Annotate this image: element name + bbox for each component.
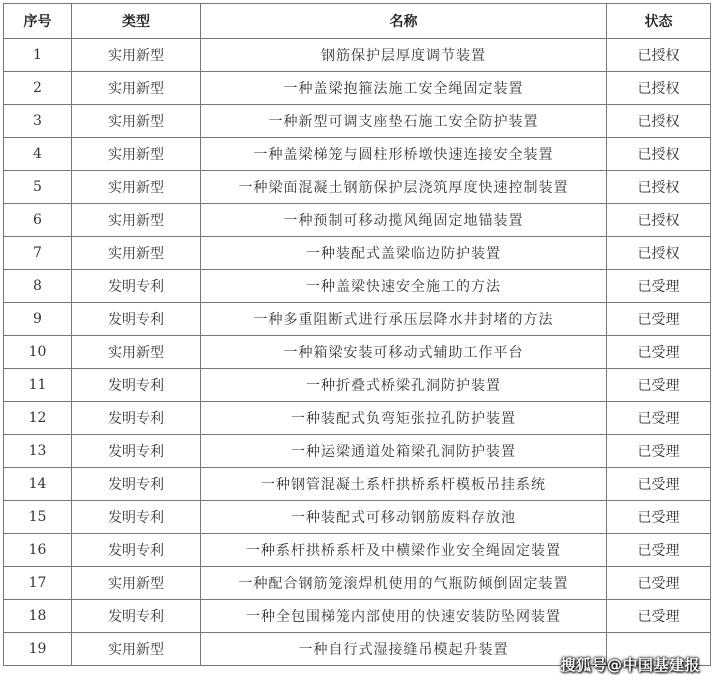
table-row xyxy=(4,435,711,468)
cell-type: 实用新型 xyxy=(72,567,201,600)
cell-name: 一种盖梁抱箍法施工安全绳固定装置 xyxy=(201,72,607,105)
cell-name: 一种新型可调支座垫石施工安全防护装置 xyxy=(201,105,607,138)
cell-name: 一种装配式可移动钢筋废料存放池 xyxy=(201,501,607,534)
cell-no: 15 xyxy=(4,501,72,534)
table-row xyxy=(4,534,711,567)
header-status: 状态 xyxy=(607,4,711,39)
cell-status: 已受理 xyxy=(607,336,711,369)
cell-status: 已受理 xyxy=(607,369,711,402)
table-row xyxy=(4,270,711,303)
cell-no: 2 xyxy=(4,72,72,105)
table-row xyxy=(4,138,711,171)
cell-name: 一种配合钢筋笼滚焊机使用的气瓶防倾倒固定装置 xyxy=(201,567,607,600)
table-row xyxy=(4,171,711,204)
cell-status: 已授权 xyxy=(607,39,711,72)
cell-no: 16 xyxy=(4,534,72,567)
cell-type: 发明专利 xyxy=(72,534,201,567)
header-no: 序号 xyxy=(4,4,72,39)
cell-no: 18 xyxy=(4,600,72,633)
cell-no: 4 xyxy=(4,138,72,171)
cell-no: 6 xyxy=(4,204,72,237)
cell-type: 发明专利 xyxy=(72,402,201,435)
table-row xyxy=(4,468,711,501)
cell-no: 14 xyxy=(4,468,72,501)
cell-no: 7 xyxy=(4,237,72,270)
cell-status: 已受理 xyxy=(607,567,711,600)
cell-name: 一种折叠式桥梁孔洞防护装置 xyxy=(201,369,607,402)
table-row xyxy=(4,369,711,402)
cell-name: 一种多重阻断式进行承压层降水井封堵的方法 xyxy=(201,303,607,336)
cell-no: 1 xyxy=(4,39,72,72)
cell-type: 实用新型 xyxy=(72,633,201,666)
cell-name: 一种运梁通道处箱梁孔洞防护装置 xyxy=(201,435,607,468)
cell-name: 一种系杆拱桥系杆及中横梁作业安全绳固定装置 xyxy=(201,534,607,567)
table-row xyxy=(4,303,711,336)
table-row xyxy=(4,237,711,270)
cell-status: 已受理 xyxy=(607,303,711,336)
cell-type: 实用新型 xyxy=(72,138,201,171)
cell-status: 已受理 xyxy=(607,270,711,303)
cell-status: 已受理 xyxy=(607,402,711,435)
table-row xyxy=(4,567,711,600)
cell-name: 一种装配式盖梁临边防护装置 xyxy=(201,237,607,270)
cell-no: 5 xyxy=(4,171,72,204)
cell-type: 实用新型 xyxy=(72,39,201,72)
table-row xyxy=(4,204,711,237)
table-row xyxy=(4,105,711,138)
cell-no: 19 xyxy=(4,633,72,666)
cell-no: 8 xyxy=(4,270,72,303)
cell-status: 已受理 xyxy=(607,534,711,567)
cell-type: 发明专利 xyxy=(72,435,201,468)
cell-no: 11 xyxy=(4,369,72,402)
cell-no: 9 xyxy=(4,303,72,336)
cell-type: 实用新型 xyxy=(72,336,201,369)
table-row xyxy=(4,402,711,435)
cell-type: 发明专利 xyxy=(72,468,201,501)
cell-type: 发明专利 xyxy=(72,303,201,336)
cell-type: 实用新型 xyxy=(72,204,201,237)
cell-status: 已授权 xyxy=(607,237,711,270)
cell-no: 12 xyxy=(4,402,72,435)
cell-type: 实用新型 xyxy=(72,171,201,204)
cell-status: 已受理 xyxy=(607,468,711,501)
cell-no: 13 xyxy=(4,435,72,468)
cell-status: 已授权 xyxy=(607,105,711,138)
watermark: 搜狐号@中国基建报 xyxy=(560,656,700,674)
cell-name: 一种预制可移动揽风绳固定地锚装置 xyxy=(201,204,607,237)
cell-type: 发明专利 xyxy=(72,369,201,402)
header-type: 类型 xyxy=(72,4,201,39)
cell-status: 已授权 xyxy=(607,138,711,171)
cell-name: 一种全包围梯笼内部使用的快速安装防坠网装置 xyxy=(201,600,607,633)
cell-name: 一种盖梁快速安全施工的方法 xyxy=(201,270,607,303)
cell-no: 10 xyxy=(4,336,72,369)
table-row xyxy=(4,600,711,633)
cell-no: 17 xyxy=(4,567,72,600)
cell-type: 实用新型 xyxy=(72,72,201,105)
table-row xyxy=(4,501,711,534)
cell-name: 一种盖梁梯笼与圆柱形桥墩快速连接安全装置 xyxy=(201,138,607,171)
cell-type: 实用新型 xyxy=(72,237,201,270)
cell-name: 钢筋保护层厚度调节装置 xyxy=(201,39,607,72)
cell-type: 发明专利 xyxy=(72,501,201,534)
header-row xyxy=(4,4,711,39)
cell-status: 已受理 xyxy=(607,435,711,468)
cell-status: 已授权 xyxy=(607,72,711,105)
cell-name: 一种装配式负弯矩张拉孔防护装置 xyxy=(201,402,607,435)
cell-name: 一种自行式湿接缝吊模起升装置 xyxy=(201,633,607,666)
cell-status: 已授权 xyxy=(607,204,711,237)
cell-no: 3 xyxy=(4,105,72,138)
cell-status: 已受理 xyxy=(607,600,711,633)
cell-name: 一种梁面混凝土钢筋保护层浇筑厚度快速控制装置 xyxy=(201,171,607,204)
cell-status: 已受理 xyxy=(607,501,711,534)
cell-type: 发明专利 xyxy=(72,600,201,633)
header-name: 名称 xyxy=(201,4,607,39)
table-row xyxy=(4,39,711,72)
cell-type: 发明专利 xyxy=(72,270,201,303)
table-row xyxy=(4,72,711,105)
cell-name: 一种箱梁安装可移动式辅助工作平台 xyxy=(201,336,607,369)
table-row xyxy=(4,336,711,369)
cell-type: 实用新型 xyxy=(72,105,201,138)
cell-name: 一种钢管混凝土系杆拱桥系杆模板吊挂系统 xyxy=(201,468,607,501)
cell-status: 已授权 xyxy=(607,171,711,204)
patent-table xyxy=(3,3,711,666)
